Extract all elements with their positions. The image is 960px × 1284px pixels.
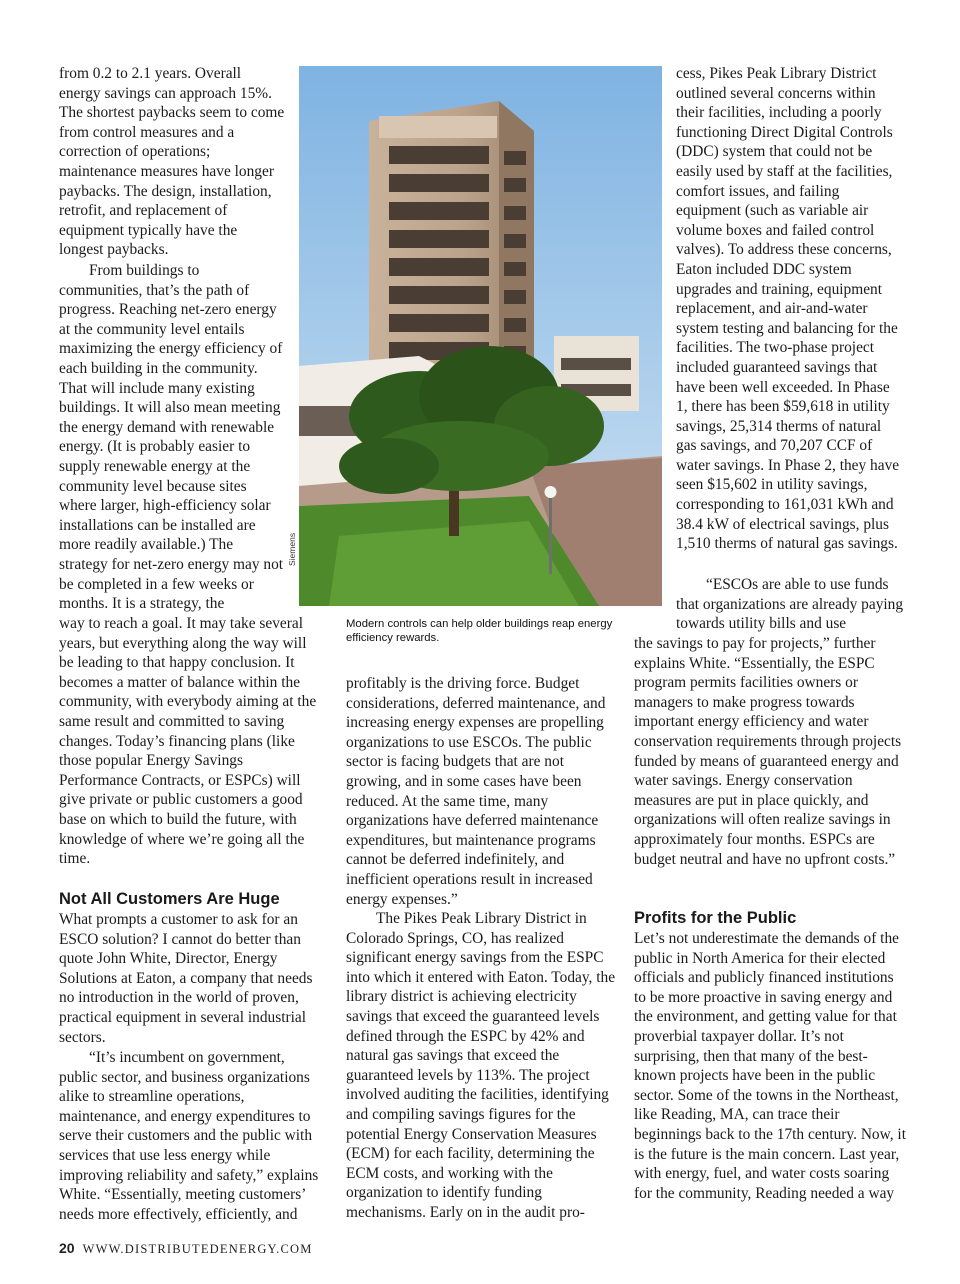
section-heading-profits-for-public: Profits for the Public xyxy=(634,909,797,927)
lamp-post xyxy=(549,494,552,574)
right-paragraph-1: cess, Pikes Peak Library District outlined several concerns within their facilities, including a poorly functioning Direct Digital Controls (DDC) system that could not be easily used by staff at the facilities, comfort issues, and failing equipment (such as variable air volume boxes and failed control valves). To address these concerns, Eaton included DDC system upgrades and training, equipment replacement, and air-and-water system testing and balancing for the facilities. The two-phase project included guaranteed savings that have been well exceeded. In Phase 1, there has been $59,618 in utility savings, 25,314 therms of natural gas savings, and 70,207 CCF of water savings. In Phase 2, they have seen $15,602 in utility savings, corresponding to 161,031 kWh and 38.4 kW of electrical savings, plus 1,510 therms of natural gas savings. xyxy=(676,65,900,553)
footer-website: WWW.DISTRIBUTEDENERGY.COM xyxy=(82,1242,313,1256)
section-heading-not-all-customers: Not All Customers Are Huge xyxy=(59,890,280,908)
tower-crown xyxy=(379,116,497,138)
office-tower-illustration xyxy=(299,66,662,606)
left-paragraph-3: What prompts a customer to ask for an ESCO solution? I cannot do better than quote John White, Director, Energy Solutions at Eaton, a company that needs no introduction in the world of proven, practical equipment in several industrial sectors. xyxy=(59,911,313,1046)
page-footer xyxy=(59,1240,313,1257)
middle-paragraph-1: profitably is the driving force. Budget considerations, deferred maintenance, and increasing energy expenses are propelling organizations to use ESCOs. The public sector is facing budgets that are not growing, and in some cases have been reduced. At the same time, many organizations have deferred maintenance expenditures, but maintenance programs cannot be deferred indefinitely, and inefficient operations result in increased energy expenses.” xyxy=(346,675,606,908)
right-paragraph-3: Let’s not underestimate the demands of the public in North America for their elected officials and publicly financed institutions to be more proactive in saving energy and the environment, and getting value for that proverbial taxpayer dollar. It’s not surprising, then that many of the best-known projects have been in the public sector. Some of the towns in the Northeast, like Reading, MA, can trace their beginnings back to the 17th century. Now, it is the future is the main concern. Last year, with energy, fuel, and water costs soaring for the community, Reading needed a way xyxy=(634,930,906,1202)
left-paragraph-2b: way to reach a goal. It may take several years, but everything along the way will be leading to that happy conclusion. It becomes a matter of balance within the community, with everybody aiming at the same result and committed to saving changes. Today’s financing plans (like those popular Energy Savings Performance Contracts, or ESPCs) will give private or public customers a good base on which to build the future, with knowledge of where we’re going all the time. xyxy=(59,615,317,868)
photo-credit: Siemens xyxy=(287,532,297,566)
photo-caption: Modern controls can help older buildings reap energy efficiency rewards. xyxy=(346,618,613,644)
right-paragraph-2b: the savings to pay for projects,” further explains White. “Essentially, the ESPC program permits facilities owners or managers to make progress towards important energy efficiency and water conservation requirements through projects funded by means of guaranteed energy and water savings. Energy conservation measures are put in place quickly, and organizations will often realize savings in approximately four months. ESPCs are budget neutral and have no upfront costs.” xyxy=(634,635,902,868)
left-paragraph-2a: From buildings to communities, that’s the path of progress. Reaching net-zero energy at the community level entails maximizing the energy efficiency of each building in the community. That will include many existing buildings. It will also mean meeting the energy demand with renewable energy. (It is probably easier to supply renewable energy at the community level because sites where larger, high-efficiency solar installations can be installed are more readily available.) The strategy for net-zero energy may not be completed in a few weeks or months. It is a strategy, the xyxy=(59,262,284,613)
right-paragraph-2a: “ESCOs are able to use funds that organizations are already paying towards utility bills and use xyxy=(676,576,904,633)
left-paragraph-1: from 0.2 to 2.1 years. Overall energy savings can approach 15%. The shortest paybacks seem to come from control measures and a correction of operations; maintenance measures have longer paybacks. The design, installation, retrofit, and replacement of equipment typically have the longest paybacks. xyxy=(59,65,285,259)
middle-paragraph-2: The Pikes Peak Library District in Colorado Springs, CO, has realized significant energy savings from the ESPC into which it entered with Eaton. Today, the library district is achieving electricity savings that exceed the guaranteed levels defined through the ESPC by 42% and natural gas savings that exceed the guaranteed levels by 113%. The project involved auditing the facilities, identifying and compiling savings figures for the potential Energy Conservation Measures (ECM) for each facility, determining the ECM costs, and working with the organization to identify funding mechanisms. Early on in the audit pro- xyxy=(346,910,616,1221)
building-photo xyxy=(299,66,662,606)
left-paragraph-4: “It’s incumbent on government, public sector, and business organizations alike to streamline operations, maintenance, and energy expenditures to serve their customers and the public with services that use less energy while improving reliability and safety,” explains White. “Essentially, meeting customers’ needs more effectively, efficiently, and xyxy=(59,1049,319,1223)
page-number: 20 xyxy=(59,1240,75,1256)
